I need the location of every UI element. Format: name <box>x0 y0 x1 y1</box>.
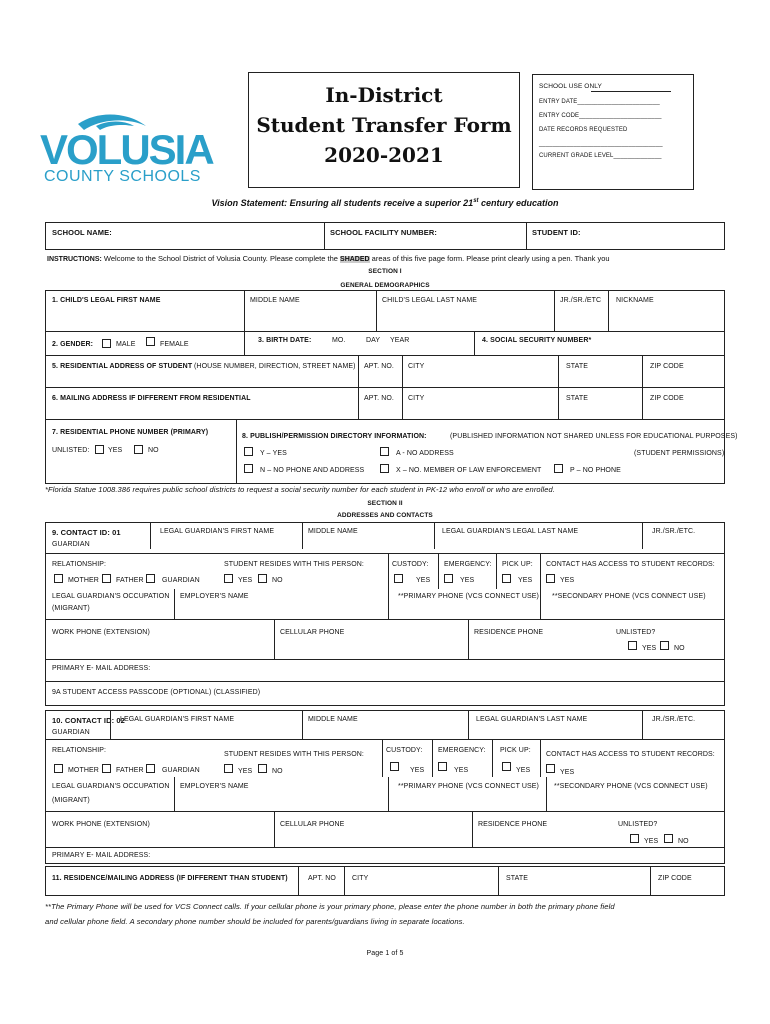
contact1-father-checkbox[interactable] <box>102 574 111 583</box>
divider <box>432 739 433 777</box>
contact1-middle-name-field[interactable]: MIDDLE NAME <box>308 528 358 535</box>
unlisted-no-label: NO <box>148 447 159 454</box>
publish-n-checkbox[interactable] <box>244 464 253 473</box>
divider <box>558 387 559 419</box>
contact2-guardian-opt-label: GUARDIAN <box>162 767 200 774</box>
contact1-unlisted-yes-label: YES <box>642 645 657 652</box>
contact1-email-field[interactable]: PRIMARY E- MAIL ADDRESS: <box>52 665 151 672</box>
state-field[interactable]: STATE <box>566 363 589 370</box>
mail-city-field[interactable]: CITY <box>408 395 425 402</box>
contact1-unlisted-no-checkbox[interactable] <box>660 641 669 650</box>
divider <box>358 387 359 419</box>
divider <box>388 777 389 811</box>
contact2-emergency-yes-label: YES <box>454 767 469 774</box>
demographics-table <box>45 290 738 484</box>
contact1-emergency-yes-label: YES <box>460 577 475 584</box>
mail-apt-field[interactable]: APT. NO. <box>364 395 394 402</box>
publish-label: 8. PUBLISH/PERMISSION DIRECTORY INFORMATION: <box>242 433 427 440</box>
student-id-field[interactable]: STUDENT ID: <box>532 228 581 237</box>
date-records-field[interactable]: ____________________________________ <box>539 141 663 147</box>
contact2-mother-checkbox[interactable] <box>54 764 63 773</box>
student-permissions-label: (STUDENT PERMISSIONS) <box>634 450 725 457</box>
divider <box>474 331 475 355</box>
contact1-cell-phone-field[interactable]: CELLULAR PHONE <box>280 629 345 636</box>
contact1-guardian-label: GUARDIAN <box>52 541 90 548</box>
divider <box>46 619 724 620</box>
divider <box>46 681 724 682</box>
contact2-pickup-checkbox[interactable] <box>502 762 511 771</box>
divider <box>496 553 497 589</box>
ssn-field[interactable]: 4. SOCIAL SECURITY NUMBER* <box>482 337 592 344</box>
instructions-pre: Welcome to the School District of Volusia County. Please complete the <box>101 254 341 263</box>
divider <box>546 777 547 811</box>
divider <box>324 223 325 249</box>
footnote-line2: and cellular phone field. A secondary phone number should be included for parents/guardians living in separate locations. <box>45 917 465 926</box>
contact2-occupation-field[interactable]: LEGAL GUARDIAN'S OCCUPATION <box>52 783 170 790</box>
contact1-pickup-checkbox[interactable] <box>502 574 511 583</box>
divider <box>46 387 724 388</box>
divider <box>554 291 555 331</box>
divider <box>642 523 643 549</box>
school-name-field[interactable]: SCHOOL NAME: <box>52 228 112 237</box>
publish-p-label: P – NO PHONE <box>570 467 621 474</box>
divider <box>388 589 389 619</box>
contact2-cell-phone-field[interactable]: CELLULAR PHONE <box>280 821 345 828</box>
divider <box>642 711 643 739</box>
section1-subtitle: GENERAL DEMOGRAPHICS <box>340 282 430 289</box>
mail-state-field[interactable]: STATE <box>566 395 589 402</box>
publish-y-label: Y – YES <box>260 450 287 457</box>
contact1-id-label: 9. CONTACT ID: 01 <box>52 528 121 537</box>
unlisted-yes-checkbox[interactable] <box>95 445 104 454</box>
contact2-middle-name-field[interactable]: MIDDLE NAME <box>308 716 358 723</box>
instructions <box>47 254 610 263</box>
divider <box>558 355 559 387</box>
contact1-secondary-phone-field[interactable]: **SECONDARY PHONE (VCS CONNECT USE) <box>552 593 706 600</box>
contact1-relationship-label: RELATIONSHIP: <box>52 561 107 568</box>
male-label: MALE <box>116 341 136 348</box>
contact2-custody-yes-label: YES <box>410 767 425 774</box>
contact1-occupation-field[interactable]: LEGAL GUARDIAN'S OCCUPATION <box>52 593 170 600</box>
contact2-emergency-checkbox[interactable] <box>438 762 447 771</box>
contact2-pickup-label: PICK UP: <box>500 747 531 754</box>
contact1-guardian-checkbox[interactable] <box>146 574 155 583</box>
contact2-unlisted-no-checkbox[interactable] <box>664 834 673 843</box>
form-title-line1: In-District <box>325 83 443 107</box>
unlisted-yes-label: YES <box>108 447 123 454</box>
divider <box>236 419 237 483</box>
zip-field[interactable]: ZIP CODE <box>650 363 684 370</box>
footnote-line1: **The Primary Phone will be used for VCS Connect calls. If your cellular phone is your primary phone, please enter the phone number in both the primary phone field <box>45 902 615 911</box>
contact1-father-label: FATHER <box>116 577 144 584</box>
child-first-name-field[interactable]: 1. CHILD'S LEGAL FIRST NAME <box>52 297 161 304</box>
child-last-name-field[interactable]: CHILD'S LEGAL LAST NAME <box>382 297 478 304</box>
contact1-custody-yes-label: YES <box>416 577 431 584</box>
contact1-custody-checkbox[interactable] <box>394 574 403 583</box>
divider <box>46 739 724 740</box>
form-title-line3: 2020-2021 <box>324 143 444 167</box>
entry-code-field[interactable]: ENTRY CODE________________________ <box>539 113 662 119</box>
contact1-resides-label: STUDENT RESIDES WITH THIS PERSON: <box>224 561 364 568</box>
contact1-pickup-label: PICK UP: <box>502 561 533 568</box>
publish-a-label: A - NO ADDRESS <box>396 450 454 457</box>
vision-sup: st <box>473 198 479 204</box>
suffix-field[interactable]: JR./SR./ETC <box>560 297 602 304</box>
contact2-migrant-label: (MIGRANT) <box>52 797 90 804</box>
mailing-address-field[interactable]: 6. MAILING ADDRESS IF DIFFERENT FROM RESIDENTIAL <box>52 395 251 402</box>
divider <box>498 867 499 895</box>
publish-y-checkbox[interactable] <box>244 447 253 456</box>
divider <box>382 739 383 777</box>
city-field[interactable]: CITY <box>408 363 425 370</box>
contact2-last-name-field[interactable]: LEGAL GUARDIAN'S LAST NAME <box>476 716 588 723</box>
divider <box>274 811 275 847</box>
divider <box>150 523 151 549</box>
contact2-custody-label: CUSTODY: <box>386 747 423 754</box>
contact1-resides-no-label: NO <box>272 577 283 584</box>
divider <box>472 811 473 847</box>
contact1-residence-phone-field[interactable]: RESIDENCE PHONE <box>474 629 544 636</box>
divider <box>274 619 275 659</box>
contact1-unlisted-label: UNLISTED? <box>616 629 656 636</box>
contact2-table <box>45 710 725 864</box>
contact1-mother-label: MOTHER <box>68 577 99 584</box>
contact1-work-phone-field[interactable]: WORK PHONE (EXTENSION) <box>52 629 150 636</box>
divider <box>110 711 111 739</box>
contact1-access-label: CONTACT HAS ACCESS TO STUDENT RECORDS: <box>546 561 715 568</box>
publish-note: (PUBLISHED INFORMATION NOT SHARED UNLESS FOR EDUCATIONAL PURPOSES) <box>450 433 738 440</box>
residential-address-field[interactable]: 5. RESIDENTIAL ADDRESS OF STUDENT <box>52 363 193 370</box>
contact2-father-label: FATHER <box>116 767 144 774</box>
divider <box>46 847 724 848</box>
unlisted-no-checkbox[interactable] <box>134 445 143 454</box>
contact2-mother-label: MOTHER <box>68 767 99 774</box>
contact2-primary-phone-field[interactable]: **PRIMARY PHONE (VCS CONNECT USE) <box>398 783 539 790</box>
divider <box>540 589 541 619</box>
contact2-access-checkbox[interactable] <box>546 764 555 773</box>
publish-x-checkbox[interactable] <box>380 464 389 473</box>
gender-label: 2. GENDER: <box>52 341 94 348</box>
male-checkbox[interactable] <box>102 339 111 348</box>
contact2-access-label: CONTACT HAS ACCESS TO STUDENT RECORDS: <box>546 751 715 758</box>
divider <box>46 659 724 660</box>
contact1-first-name-field[interactable]: LEGAL GUARDIAN'S FIRST NAME <box>160 528 275 535</box>
contact2-secondary-phone-field[interactable]: **SECONDARY PHONE (VCS CONNECT USE) <box>554 783 708 790</box>
contact2-resides-yes-label: YES <box>238 768 253 775</box>
publish-a-checkbox[interactable] <box>380 447 389 456</box>
divider <box>642 387 643 419</box>
divider <box>358 355 359 387</box>
contact2-email-field[interactable]: PRIMARY E- MAIL ADDRESS: <box>52 852 151 859</box>
contact1-guardian-opt-label: GUARDIAN <box>162 577 200 584</box>
residence-mailing-field[interactable]: 11. RESIDENCE/MAILING ADDRESS (IF DIFFERENT THAN STUDENT) <box>52 875 288 882</box>
contact2-id-label: 10. CONTACT ID: 02 <box>52 716 125 725</box>
contact1-emergency-label: EMERGENCY: <box>444 561 492 568</box>
contact2-first-name-field[interactable]: LEGAL GUARDIAN'S FIRST NAME <box>120 716 235 723</box>
contact1-unlisted-yes-checkbox[interactable] <box>628 641 637 650</box>
contact2-pickup-yes-label: YES <box>516 767 531 774</box>
divider <box>438 553 439 589</box>
divider <box>468 711 469 739</box>
contact2-resides-no-label: NO <box>272 768 283 775</box>
school-use-box <box>532 74 694 190</box>
publish-p-checkbox[interactable] <box>554 464 563 473</box>
contact1-suffix-field[interactable]: JR./SR./ETC. <box>652 528 696 535</box>
divider <box>302 711 303 739</box>
contact1-resides-yes-label: YES <box>238 577 253 584</box>
section2-subtitle: ADDRESSES AND CONTACTS <box>337 512 433 519</box>
contact2-unlisted-no-label: NO <box>678 838 689 845</box>
school-info-row <box>45 222 725 250</box>
contact2-relationship-label: RELATIONSHIP: <box>52 747 107 754</box>
form-title-box <box>248 72 520 188</box>
contact2-resides-no-checkbox[interactable] <box>258 764 267 773</box>
contact2-access-yes-label: YES <box>560 769 575 776</box>
nickname-field[interactable]: NICKNAME <box>616 297 654 304</box>
divider <box>302 523 303 549</box>
vision-statement <box>0 198 770 208</box>
divider <box>402 355 403 387</box>
unlisted-label: UNLISTED: <box>52 447 90 454</box>
divider <box>46 355 724 356</box>
contact1-last-name-field[interactable]: LEGAL GUARDIAN'S LEGAL LAST NAME <box>442 528 579 535</box>
vision-text-post: century education <box>478 198 559 208</box>
contact1-pickup-yes-label: YES <box>518 577 533 584</box>
contact1-table <box>45 522 725 706</box>
female-checkbox[interactable] <box>146 337 155 346</box>
divider <box>46 419 724 420</box>
residential-address-note: (HOUSE NUMBER, DIRECTION, STREET NAME) <box>194 363 356 370</box>
divider <box>402 387 403 419</box>
contact2-suffix-field[interactable]: JR./SR./ETC. <box>652 716 696 723</box>
residence-mailing-table <box>45 866 725 896</box>
divider <box>46 331 724 332</box>
contact1-access-yes-label: YES <box>560 577 575 584</box>
contact2-resides-label: STUDENT RESIDES WITH THIS PERSON: <box>224 751 364 758</box>
section2-title: SECTION II <box>367 500 403 507</box>
school-use-heading-line <box>591 91 671 92</box>
divider <box>608 291 609 331</box>
divider <box>376 291 377 331</box>
contact1-access-checkbox[interactable] <box>546 574 555 583</box>
contact1-passcode-field[interactable]: 9A STUDENT ACCESS PASSCODE (OPTIONAL) (CLASSIFIED) <box>52 689 261 696</box>
contact1-primary-phone-field[interactable]: **PRIMARY PHONE (VCS CONNECT USE) <box>398 593 539 600</box>
divider <box>642 355 643 387</box>
contact1-unlisted-no-label: NO <box>674 645 685 652</box>
contact2-guardian-label: GUARDIAN <box>52 729 90 736</box>
form-title-line2: Student Transfer Form <box>256 113 512 137</box>
page-number: Page 1 of 5 <box>366 950 404 957</box>
entry-date-field[interactable]: ENTRY DATE________________________ <box>539 99 660 105</box>
divider <box>174 777 175 811</box>
divider <box>344 867 345 895</box>
contact2-employer-field[interactable]: EMPLOYER'S NAME <box>180 783 249 790</box>
divider <box>388 553 389 589</box>
contact2-emergency-label: EMERGENCY: <box>438 747 486 754</box>
divider <box>244 291 245 331</box>
school-facility-field[interactable]: SCHOOL FACILITY NUMBER: <box>330 228 438 237</box>
s11-apt-field[interactable]: APT. NO <box>308 875 336 882</box>
contact2-resides-yes-checkbox[interactable] <box>224 764 233 773</box>
divider <box>526 223 527 249</box>
divider <box>46 811 724 812</box>
divider <box>540 553 541 589</box>
contact2-unlisted-yes-label: YES <box>644 838 659 845</box>
birth-year-label: YEAR <box>390 337 410 344</box>
contact2-guardian-checkbox[interactable] <box>146 764 155 773</box>
divider <box>540 739 541 777</box>
divider <box>650 867 651 895</box>
mail-zip-field[interactable]: ZIP CODE <box>650 395 684 402</box>
birth-day-label: DAY <box>366 337 381 344</box>
contact1-mother-checkbox[interactable] <box>54 574 63 583</box>
date-records-label: DATE RECORDS REQUESTED <box>539 127 628 133</box>
apt-field[interactable]: APT. NO. <box>364 363 394 370</box>
divider <box>298 867 299 895</box>
publish-x-label: X – NO. MEMBER OF LAW ENFORCEMENT <box>396 467 542 474</box>
contact1-resides-no-checkbox[interactable] <box>258 574 267 583</box>
contact2-father-checkbox[interactable] <box>102 764 111 773</box>
contact2-unlisted-yes-checkbox[interactable] <box>630 834 639 843</box>
district-logo <box>38 108 214 186</box>
florida-statute-note: *Florida Statue 1008.386 requires public school districts to request a social security number for each student in PK-12 who enroll or who are enrolled. <box>45 485 555 494</box>
contact2-unlisted-label: UNLISTED? <box>618 821 658 828</box>
contact1-migrant-label: (MIGRANT) <box>52 605 90 612</box>
s11-city-field[interactable]: CITY <box>352 875 369 882</box>
contact1-custody-label: CUSTODY: <box>392 561 429 568</box>
residential-phone-field[interactable]: 7. RESIDENTIAL PHONE NUMBER (PRIMARY) <box>52 429 209 436</box>
divider <box>434 523 435 549</box>
divider <box>468 619 469 659</box>
child-middle-name-field[interactable]: MIDDLE NAME <box>250 297 300 304</box>
contact1-emergency-checkbox[interactable] <box>444 574 453 583</box>
section1-title: SECTION I <box>368 268 402 275</box>
contact1-resides-yes-checkbox[interactable] <box>224 574 233 583</box>
grade-level-field[interactable]: CURRENT GRADE LEVEL______________ <box>539 153 662 159</box>
birth-date-label[interactable]: 3. BIRTH DATE: <box>258 337 312 344</box>
divider <box>46 553 724 554</box>
contact2-custody-checkbox[interactable] <box>390 762 399 771</box>
divider <box>244 331 245 355</box>
divider <box>174 589 175 619</box>
school-use-heading: SCHOOL USE ONLY <box>539 83 602 90</box>
logo-text-bottom: COUNTY SCHOOLS <box>44 168 201 185</box>
logo-text-top: VOLUSIA <box>40 126 213 173</box>
s11-zip-field[interactable]: ZIP CODE <box>658 875 692 882</box>
contact1-employer-field[interactable]: EMPLOYER'S NAME <box>180 593 249 600</box>
instructions-post: areas of this five page form. Please print clearly using a pen. Thank you <box>369 254 610 263</box>
instructions-shaded: SHADED <box>340 256 370 263</box>
contact2-residence-phone-field[interactable]: RESIDENCE PHONE <box>478 821 548 828</box>
s11-state-field[interactable]: STATE <box>506 875 529 882</box>
divider <box>492 739 493 777</box>
contact2-work-phone-field[interactable]: WORK PHONE (EXTENSION) <box>52 821 150 828</box>
publish-n-label: N – NO PHONE AND ADDRESS <box>260 467 365 474</box>
instructions-label: INSTRUCTIONS: <box>47 256 102 263</box>
birth-mo-label: MO. <box>332 337 346 344</box>
female-label: FEMALE <box>160 341 189 348</box>
vision-text-pre: Vision Statement: Ensuring all students receive a superior 21 <box>211 198 474 208</box>
